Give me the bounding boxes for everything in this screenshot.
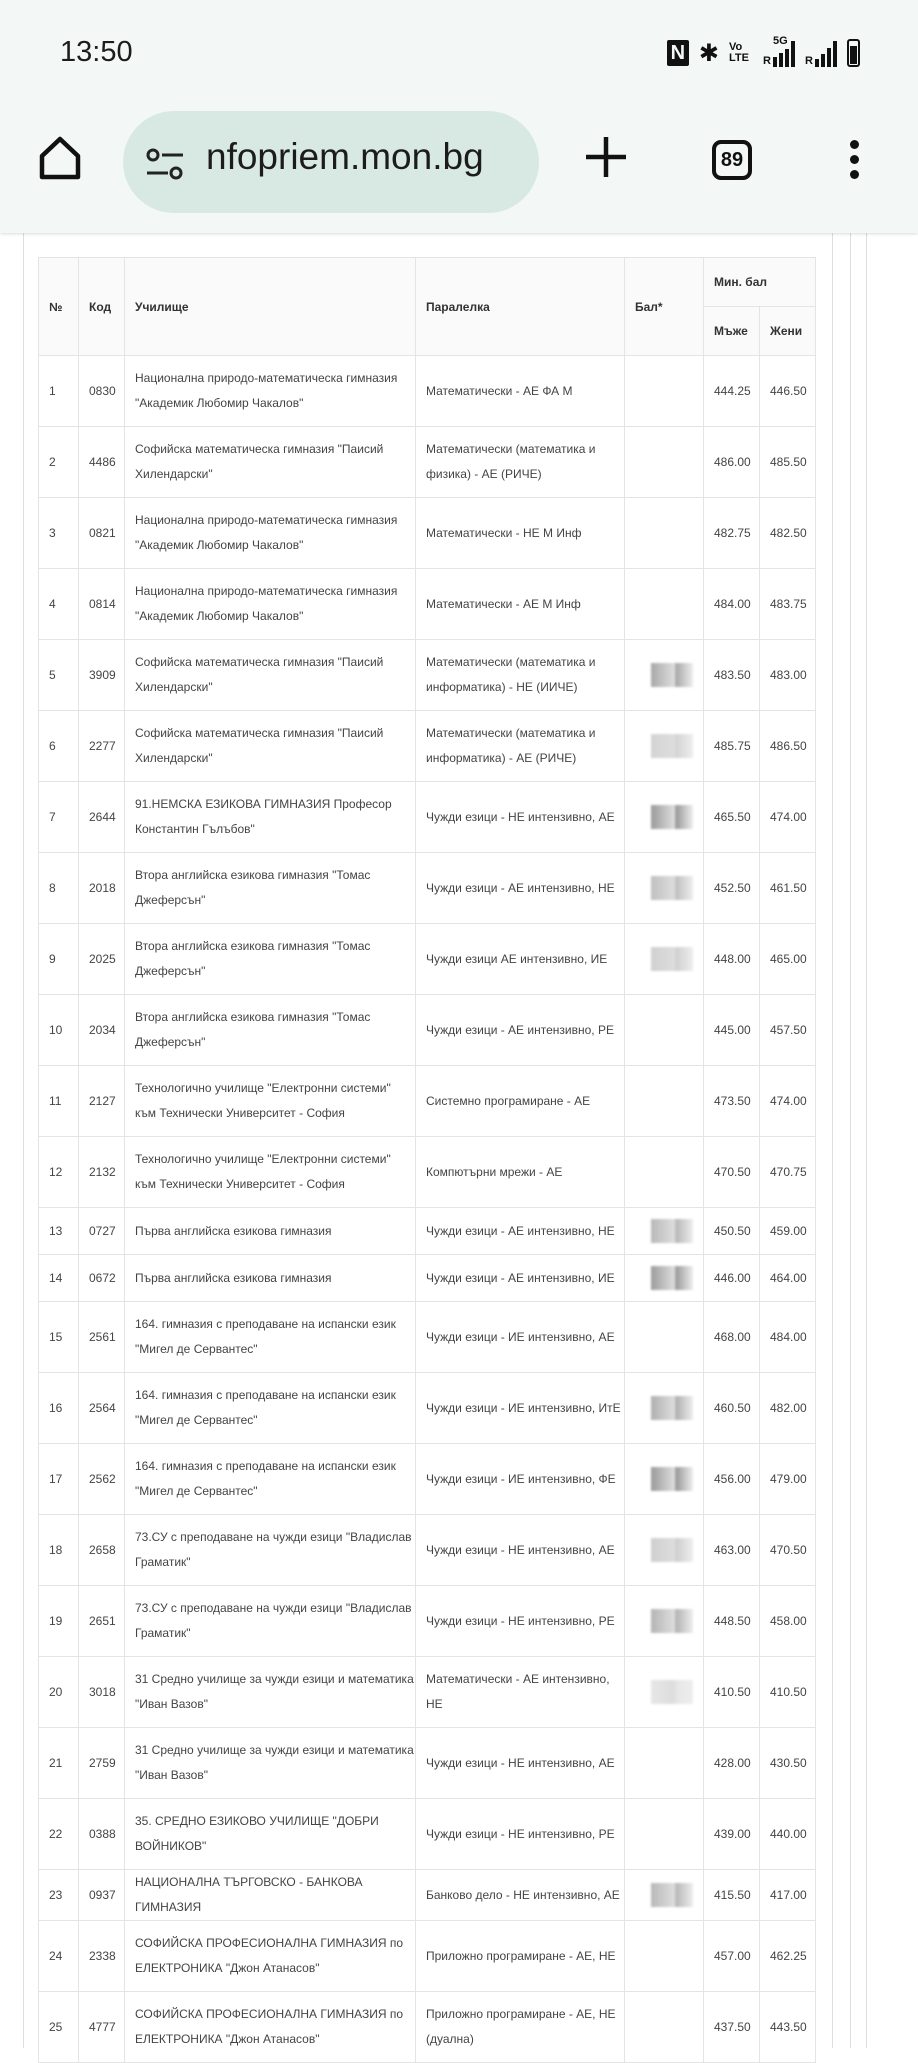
- redaction-blur: [651, 1680, 693, 1704]
- cell-score-redacted: [625, 1208, 704, 1255]
- cell-school: Първа английска езикова гимназия: [125, 1208, 416, 1255]
- cell-male: 452.50: [704, 853, 760, 924]
- cell-female: 465.00: [760, 924, 816, 995]
- cell-score-redacted: [625, 356, 704, 427]
- table-row: [39, 1255, 816, 1302]
- cell-school: 31 Средно училище за чужди езици и математика "Иван Вазов": [125, 1657, 416, 1728]
- cell-score-redacted: [625, 1444, 704, 1515]
- cell-class: Чужди езици - НЕ интензивно, РЕ: [416, 1799, 625, 1870]
- signal-icon: R: [805, 39, 837, 67]
- cell-school: СОФИЙСКА ПРОФЕСИОНАЛНА ГИМНАЗИЯ по ЕЛЕКТРОНИКА "Джон Атанасов": [125, 1992, 416, 2063]
- cell-school: Национална природо-математическа гимназия "Академик Любомир Чакалов": [125, 569, 416, 640]
- cell-score-redacted: [625, 1302, 704, 1373]
- cell-school: Софийска математическа гимназия "Паисий Хилендарски": [125, 427, 416, 498]
- battery-icon: [847, 39, 860, 67]
- bluetooth-icon: ✱: [698, 39, 719, 67]
- table-row: [39, 356, 816, 427]
- cell-score-redacted: [625, 1657, 704, 1728]
- cell-class: Банково дело - НЕ интензивно, АЕ: [416, 1870, 625, 1921]
- cell-class: Чужди езици - ИЕ интензивно, ИтЕ: [416, 1373, 625, 1444]
- cell-female: 417.00: [760, 1870, 816, 1921]
- cell-female: 486.50: [760, 711, 816, 782]
- table-row: [39, 640, 816, 711]
- cell-score-redacted: [625, 640, 704, 711]
- header-num: №: [39, 258, 79, 356]
- cell-code: 4777: [79, 1992, 125, 2063]
- cell-code: 3909: [79, 640, 125, 711]
- cell-num: 18: [39, 1515, 79, 1586]
- cell-code: 2644: [79, 782, 125, 853]
- cell-num: 9: [39, 924, 79, 995]
- cell-score-redacted: [625, 995, 704, 1066]
- results-table: [38, 257, 816, 2063]
- cell-score-redacted: [625, 782, 704, 853]
- cell-male: 448.00: [704, 924, 760, 995]
- cell-score-redacted: [625, 1992, 704, 2063]
- cell-male: 428.00: [704, 1728, 760, 1799]
- cell-score-redacted: [625, 1137, 704, 1208]
- cell-female: 410.50: [760, 1657, 816, 1728]
- cell-num: 5: [39, 640, 79, 711]
- redaction-blur: [651, 805, 693, 829]
- redaction-blur: [651, 1883, 693, 1907]
- cell-class: Математически (математика и информатика) - АЕ (РИЧЕ): [416, 711, 625, 782]
- cell-score-redacted: [625, 1586, 704, 1657]
- table-row: [39, 569, 816, 640]
- cell-school: 73.СУ с преподаване на чужди езици "Владислав Граматик": [125, 1515, 416, 1586]
- cell-score-redacted: [625, 1799, 704, 1870]
- volte-icon: Vo LTE: [729, 41, 749, 64]
- cell-male: 486.00: [704, 427, 760, 498]
- cell-male: 470.50: [704, 1137, 760, 1208]
- cell-school: Софийска математическа гимназия "Паисий Хилендарски": [125, 640, 416, 711]
- cell-class: Приложно програмиране - АЕ, НЕ (дуална): [416, 1992, 625, 2063]
- cell-score-redacted: [625, 427, 704, 498]
- header-female: Жени: [760, 307, 816, 356]
- cell-code: 2338: [79, 1921, 125, 1992]
- cell-score-redacted: [625, 1921, 704, 1992]
- container-border-left: [23, 233, 24, 2048]
- cell-num: 23: [39, 1870, 79, 1921]
- cell-female: 458.00: [760, 1586, 816, 1657]
- cell-score-redacted: [625, 1728, 704, 1799]
- cell-school: НАЦИОНАЛНА ТЪРГОВСКО - БАНКОВА ГИМНАЗИЯ: [125, 1870, 416, 1921]
- cell-female: 457.50: [760, 995, 816, 1066]
- cell-code: 4486: [79, 427, 125, 498]
- cell-code: 0672: [79, 1255, 125, 1302]
- url-text[interactable]: nfopriem.mon.bg: [206, 136, 484, 177]
- table-row: [39, 1515, 816, 1586]
- cell-male: 410.50: [704, 1657, 760, 1728]
- cell-female: 474.00: [760, 782, 816, 853]
- redaction-blur: [651, 947, 693, 971]
- page-scroll-edge: [866, 233, 867, 2048]
- cell-male: 484.00: [704, 569, 760, 640]
- cell-school: Технологично училище "Електронни системи" към Технически Университет - София: [125, 1066, 416, 1137]
- cell-class: Чужди езици АЕ интензивно, ИЕ: [416, 924, 625, 995]
- cell-num: 20: [39, 1657, 79, 1728]
- cell-male: 444.25: [704, 356, 760, 427]
- table-row: [39, 427, 816, 498]
- redaction-blur: [651, 1396, 693, 1420]
- table-row: [39, 1137, 816, 1208]
- cell-code: 2018: [79, 853, 125, 924]
- cell-code: 0814: [79, 569, 125, 640]
- redaction-blur: [651, 734, 693, 758]
- cell-code: 2127: [79, 1066, 125, 1137]
- cell-score-redacted: [625, 1870, 704, 1921]
- cell-school: Технологично училище "Електронни системи" към Технически Университет - София: [125, 1137, 416, 1208]
- cell-code: 2277: [79, 711, 125, 782]
- cell-female: 430.50: [760, 1728, 816, 1799]
- cell-code: 0388: [79, 1799, 125, 1870]
- table-row: [39, 711, 816, 782]
- tab-switcher-button[interactable]: 89: [712, 140, 752, 180]
- cell-num: 11: [39, 1066, 79, 1137]
- table-row: [39, 782, 816, 853]
- header-male: Мъже: [704, 307, 760, 356]
- redaction-blur: [651, 1467, 693, 1491]
- cell-male: 437.50: [704, 1992, 760, 2063]
- cell-code: 2562: [79, 1444, 125, 1515]
- cell-school: Втора английска езикова гимназия "Томас Джеферсън": [125, 924, 416, 995]
- table-row: [39, 1870, 816, 1921]
- header-score: Бал*: [625, 258, 704, 356]
- cell-female: 462.25: [760, 1921, 816, 1992]
- cell-male: 445.00: [704, 995, 760, 1066]
- cell-class: Математически - АЕ интензивно, НЕ: [416, 1657, 625, 1728]
- cell-school: Първа английска езикова гимназия: [125, 1255, 416, 1302]
- cell-female: 483.75: [760, 569, 816, 640]
- table-row: [39, 1586, 816, 1657]
- site-settings-icon[interactable]: [145, 147, 185, 181]
- table-row: [39, 1728, 816, 1799]
- header-min-score: Мин. бал: [704, 258, 816, 307]
- cell-class: Системно програмиране - АЕ: [416, 1066, 625, 1137]
- redaction-blur: [651, 663, 693, 687]
- cell-code: 2651: [79, 1586, 125, 1657]
- redaction-blur: [651, 876, 693, 900]
- cell-class: Математически (математика и физика) - АЕ (РИЧЕ): [416, 427, 625, 498]
- cell-male: 482.75: [704, 498, 760, 569]
- redaction-blur: [651, 1538, 693, 1562]
- cell-num: 3: [39, 498, 79, 569]
- cell-female: 474.00: [760, 1066, 816, 1137]
- cell-score-redacted: [625, 924, 704, 995]
- container-border-outer: [850, 233, 851, 2048]
- cell-male: 465.50: [704, 782, 760, 853]
- cell-class: Чужди езици - НЕ интензивно, АЕ: [416, 1515, 625, 1586]
- cell-class: Математически (математика и информатика) - НЕ (ИИЧЕ): [416, 640, 625, 711]
- table-row: [39, 1799, 816, 1870]
- cell-class: Приложно програмиране - АЕ, НЕ: [416, 1921, 625, 1992]
- cell-code: 2132: [79, 1137, 125, 1208]
- cell-num: 6: [39, 711, 79, 782]
- cell-code: 2658: [79, 1515, 125, 1586]
- cell-num: 14: [39, 1255, 79, 1302]
- cell-class: Чужди езици - АЕ интензивно, ИЕ: [416, 1255, 625, 1302]
- cell-code: 2034: [79, 995, 125, 1066]
- cell-school: СОФИЙСКА ПРОФЕСИОНАЛНА ГИМНАЗИЯ по ЕЛЕКТРОНИКА "Джон Атанасов": [125, 1921, 416, 1992]
- cell-female: 470.75: [760, 1137, 816, 1208]
- cell-score-redacted: [625, 498, 704, 569]
- cell-num: 8: [39, 853, 79, 924]
- cell-school: 164. гимназия с преподаване на испански език "Мигел де Сервантес": [125, 1302, 416, 1373]
- cell-code: 3018: [79, 1657, 125, 1728]
- cell-female: 470.50: [760, 1515, 816, 1586]
- signal-5g-icon: [763, 35, 795, 67]
- cell-num: 21: [39, 1728, 79, 1799]
- table-row: [39, 1302, 816, 1373]
- cell-code: 2561: [79, 1302, 125, 1373]
- cell-class: Чужди езици - НЕ интензивно, АЕ: [416, 1728, 625, 1799]
- cell-num: 25: [39, 1992, 79, 2063]
- cell-num: 1: [39, 356, 79, 427]
- cell-male: 415.50: [704, 1870, 760, 1921]
- cell-female: 482.00: [760, 1373, 816, 1444]
- cell-class: Чужди езици - АЕ интензивно, НЕ: [416, 853, 625, 924]
- cell-male: 439.00: [704, 1799, 760, 1870]
- more-menu-icon[interactable]: [850, 140, 864, 185]
- roaming-label: R: [763, 55, 771, 67]
- cell-num: 24: [39, 1921, 79, 1992]
- cell-score-redacted: [625, 1515, 704, 1586]
- cell-female: 464.00: [760, 1255, 816, 1302]
- table-row: [39, 995, 816, 1066]
- cell-male: 446.00: [704, 1255, 760, 1302]
- cell-school: 164. гимназия с преподаване на испански език "Мигел де Сервантес": [125, 1373, 416, 1444]
- header-code: Код: [79, 258, 125, 356]
- cell-class: Математически - НЕ М Инф: [416, 498, 625, 569]
- cell-male: 456.00: [704, 1444, 760, 1515]
- table-row: [39, 1444, 816, 1515]
- cell-code: 0830: [79, 356, 125, 427]
- cell-score-redacted: [625, 1373, 704, 1444]
- cell-class: Чужди езици - НЕ интензивно, АЕ: [416, 782, 625, 853]
- header-school: Училище: [125, 258, 416, 356]
- cell-num: 16: [39, 1373, 79, 1444]
- cell-num: 19: [39, 1586, 79, 1657]
- cell-school: 35. СРЕДНО ЕЗИКОВО УЧИЛИЩЕ "ДОБРИ ВОЙНИКОВ": [125, 1799, 416, 1870]
- table-row: [39, 924, 816, 995]
- cell-school: Национална природо-математическа гимназия "Академик Любомир Чакалов": [125, 498, 416, 569]
- table-row: [39, 1657, 816, 1728]
- cell-num: 15: [39, 1302, 79, 1373]
- cell-female: 485.50: [760, 427, 816, 498]
- cell-class: Чужди езици - АЕ интензивно, НЕ: [416, 1208, 625, 1255]
- cell-female: 482.50: [760, 498, 816, 569]
- redaction-blur: [651, 1219, 693, 1243]
- status-icons: [667, 36, 860, 70]
- cell-score-redacted: [625, 1255, 704, 1302]
- cell-female: 484.00: [760, 1302, 816, 1373]
- redaction-blur: [651, 1609, 693, 1633]
- cell-code: 2025: [79, 924, 125, 995]
- cell-male: 483.50: [704, 640, 760, 711]
- plus-icon: [584, 135, 628, 179]
- cell-num: 10: [39, 995, 79, 1066]
- cell-school: 73.СУ с преподаване на чужди езици "Владислав Граматик": [125, 1586, 416, 1657]
- table-row: [39, 1921, 816, 1992]
- cell-school: Национална природо-математическа гимназия "Академик Любомир Чакалов": [125, 356, 416, 427]
- cell-num: 13: [39, 1208, 79, 1255]
- cell-male: 457.00: [704, 1921, 760, 1992]
- cell-num: 2: [39, 427, 79, 498]
- cell-female: 446.50: [760, 356, 816, 427]
- cell-code: 0821: [79, 498, 125, 569]
- new-tab-button[interactable]: [584, 135, 628, 184]
- cell-male: 448.50: [704, 1586, 760, 1657]
- container-border-right: [832, 233, 833, 2048]
- cell-female: 443.50: [760, 1992, 816, 2063]
- address-bar[interactable]: [123, 111, 539, 213]
- home-button[interactable]: [36, 134, 84, 187]
- cell-class: Чужди езици - ИЕ интензивно, АЕ: [416, 1302, 625, 1373]
- cell-female: 459.00: [760, 1208, 816, 1255]
- cell-male: 468.00: [704, 1302, 760, 1373]
- cell-score-redacted: [625, 853, 704, 924]
- table-row: [39, 1066, 816, 1137]
- cell-class: Чужди езици - НЕ интензивно, РЕ: [416, 1586, 625, 1657]
- status-time: 13:50: [60, 36, 133, 68]
- table-row: [39, 498, 816, 569]
- cell-code: 2759: [79, 1728, 125, 1799]
- cell-code: 0937: [79, 1870, 125, 1921]
- table-row: [39, 1992, 816, 2063]
- cell-class: Компютърни мрежи - АЕ: [416, 1137, 625, 1208]
- browser-chrome: [0, 0, 918, 233]
- cell-male: 473.50: [704, 1066, 760, 1137]
- redaction-blur: [651, 1266, 693, 1290]
- cell-male: 460.50: [704, 1373, 760, 1444]
- home-icon: [36, 134, 84, 182]
- cell-code: 2564: [79, 1373, 125, 1444]
- cell-num: 17: [39, 1444, 79, 1515]
- nfc-icon: N: [667, 40, 689, 66]
- table-row: [39, 1208, 816, 1255]
- cell-code: 0727: [79, 1208, 125, 1255]
- cell-class: Чужди езици - ИЕ интензивно, ФЕ: [416, 1444, 625, 1515]
- cell-female: 479.00: [760, 1444, 816, 1515]
- cell-female: 483.00: [760, 640, 816, 711]
- cell-female: 440.00: [760, 1799, 816, 1870]
- cell-school: 31 Средно училище за чужди езици и математика "Иван Вазов": [125, 1728, 416, 1799]
- network-label: 5G: [773, 35, 788, 47]
- cell-male: 450.50: [704, 1208, 760, 1255]
- cell-class: Чужди езици - АЕ интензивно, РЕ: [416, 995, 625, 1066]
- cell-school: Втора английска езикова гимназия "Томас Джеферсън": [125, 995, 416, 1066]
- cell-num: 7: [39, 782, 79, 853]
- cell-num: 4: [39, 569, 79, 640]
- cell-school: Софийска математическа гимназия "Паисий Хилендарски": [125, 711, 416, 782]
- cell-school: 91.НЕМСКА ЕЗИКОВА ГИМНАЗИЯ Професор Константин Гълъбов": [125, 782, 416, 853]
- header-class: Паралелка: [416, 258, 625, 356]
- table-row: [39, 853, 816, 924]
- cell-score-redacted: [625, 711, 704, 782]
- cell-male: 463.00: [704, 1515, 760, 1586]
- cell-score-redacted: [625, 1066, 704, 1137]
- cell-score-redacted: [625, 569, 704, 640]
- cell-num: 22: [39, 1799, 79, 1870]
- cell-class: Математически - АЕ ФА М: [416, 356, 625, 427]
- cell-female: 461.50: [760, 853, 816, 924]
- cell-class: Математически - АЕ М Инф: [416, 569, 625, 640]
- cell-school: Втора английска езикова гимназия "Томас Джеферсън": [125, 853, 416, 924]
- table-row: [39, 1373, 816, 1444]
- cell-male: 485.75: [704, 711, 760, 782]
- cell-num: 12: [39, 1137, 79, 1208]
- cell-school: 164. гимназия с преподаване на испански език "Мигел де Сервантес": [125, 1444, 416, 1515]
